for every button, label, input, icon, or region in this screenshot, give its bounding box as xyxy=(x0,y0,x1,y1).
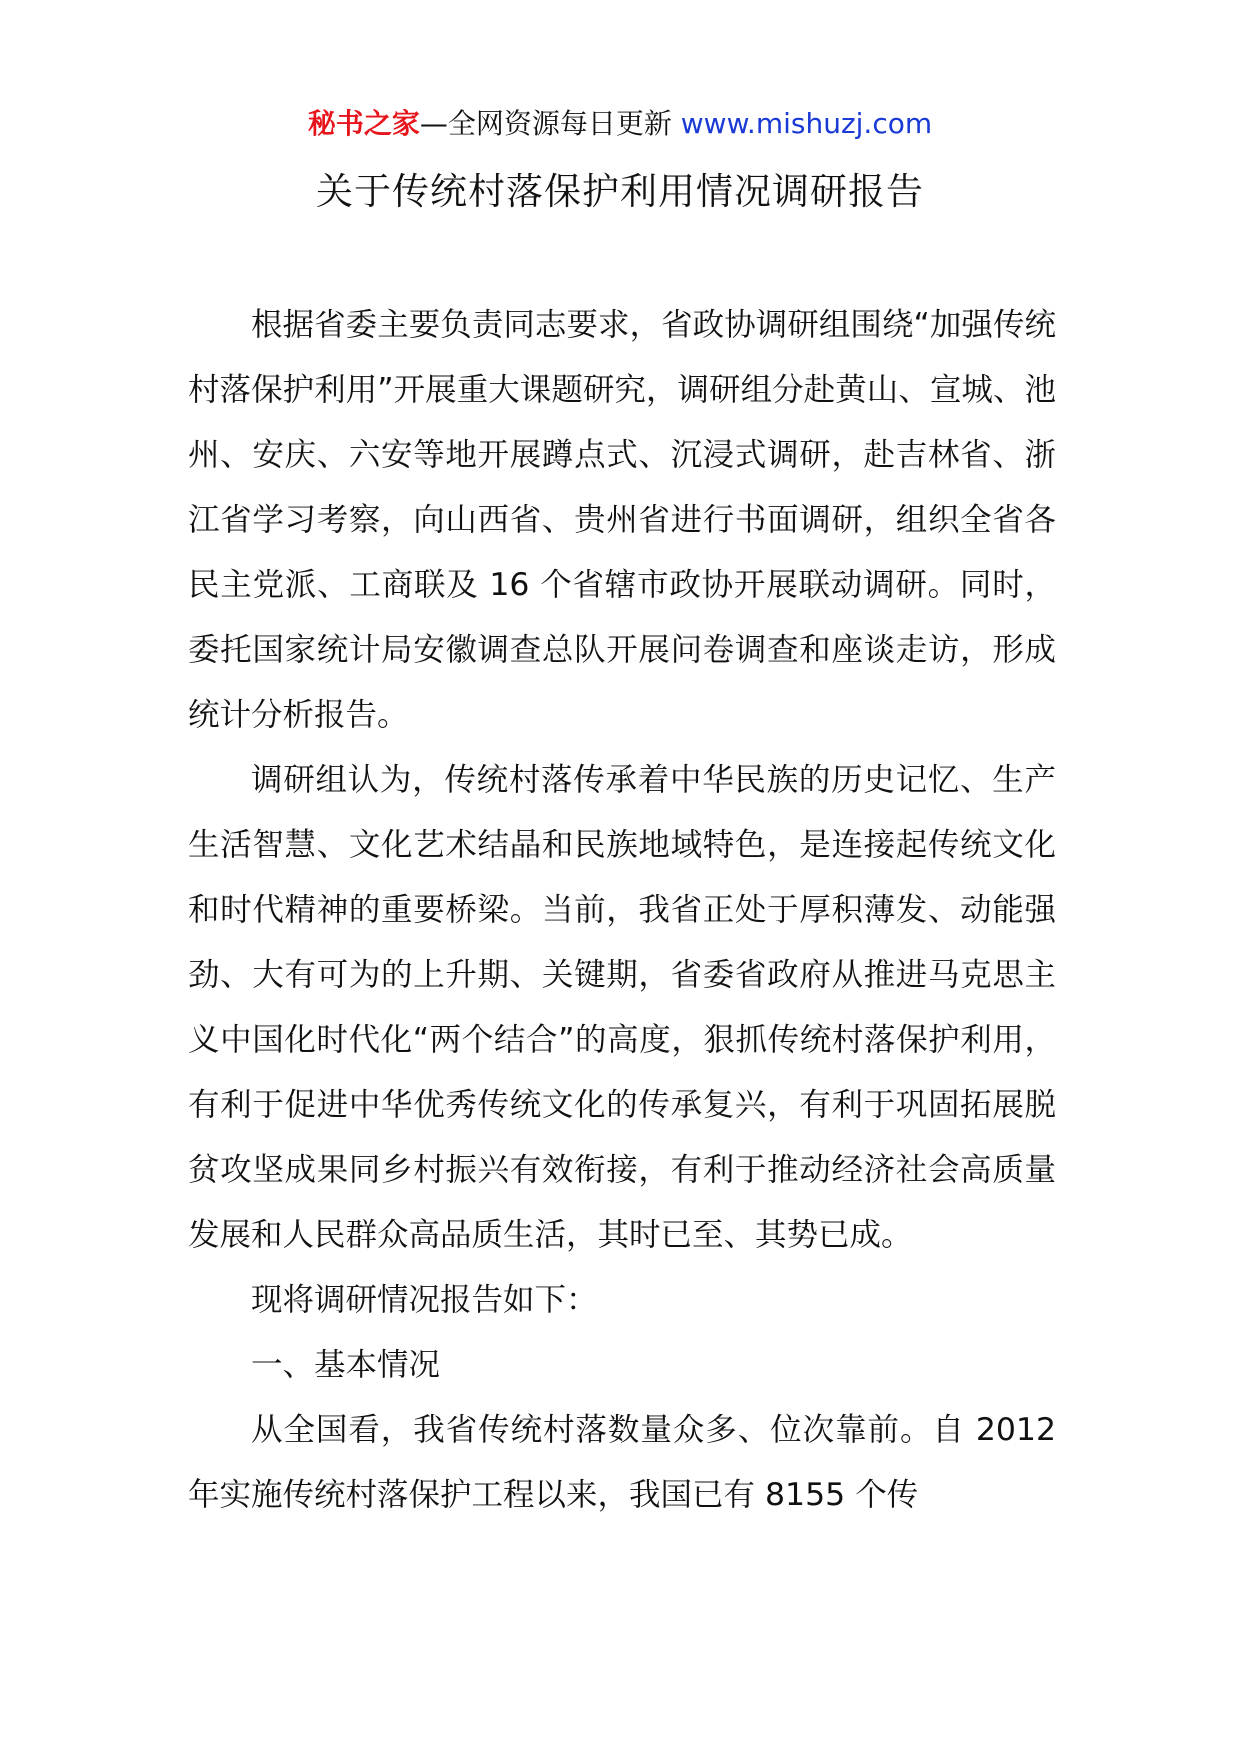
site-header xyxy=(0,102,1240,146)
paragraph-report-lead: 现将调研情况报告如下： xyxy=(251,1282,598,1318)
site-url[interactable]: www.mishuzj.com xyxy=(680,107,933,140)
paragraph-assessment: 调研组认为，传统村落传承着中华民族的历史记忆、生产生活智慧、文化艺术结晶和民族地域特色，是连接起传统文化和时代精神的重要桥梁。当前，我省正处于厚积薄发、动能强劲、大有可为的上升期、关键期，省委省政府从推进马克思主义中国化时代化“两个结合”的高度，狠抓传统村落保护利用，有利于促进中华优秀传统文化的传承复兴，有利于巩固拓展脱贫攻坚成果同乡村振兴有效衔接，有利于推动经济社会高质量发展和人民群众高品质生活，其时已至、其势已成。 xyxy=(188,762,1056,1253)
section-heading: 一、基本情况 xyxy=(251,1347,441,1383)
document-body xyxy=(188,293,1056,1528)
header-tagline: —全网资源每日更新 xyxy=(419,107,681,140)
paragraph-intro: 根据省委主要负责同志要求，省政协调研组围绕“加强传统村落保护利用”开展重大课题研究，调研组分赴黄山、宣城、池州、安庆、六安等地开展蹲点式、沉浸式调研，赴吉林省、浙江省学习考察，向山西省、贵州省进行书面调研，组织全省各民主党派、工商联及 16 个省辖市政协开展联动调研。同时，委托国家统计局安徽调查总队开展问卷调查和座谈走访，形成统计分析报告。 xyxy=(188,307,1056,733)
brand-name: 秘书之家 xyxy=(307,107,420,140)
document-title: 关于传统村落保护利用情况调研报告 xyxy=(316,170,924,213)
paragraph-basic-situation: 从全国看，我省传统村落数量众多、位次靠前。自 2012 年实施传统村落保护工程以来，我国已有 8155 个传 xyxy=(188,1412,1056,1513)
